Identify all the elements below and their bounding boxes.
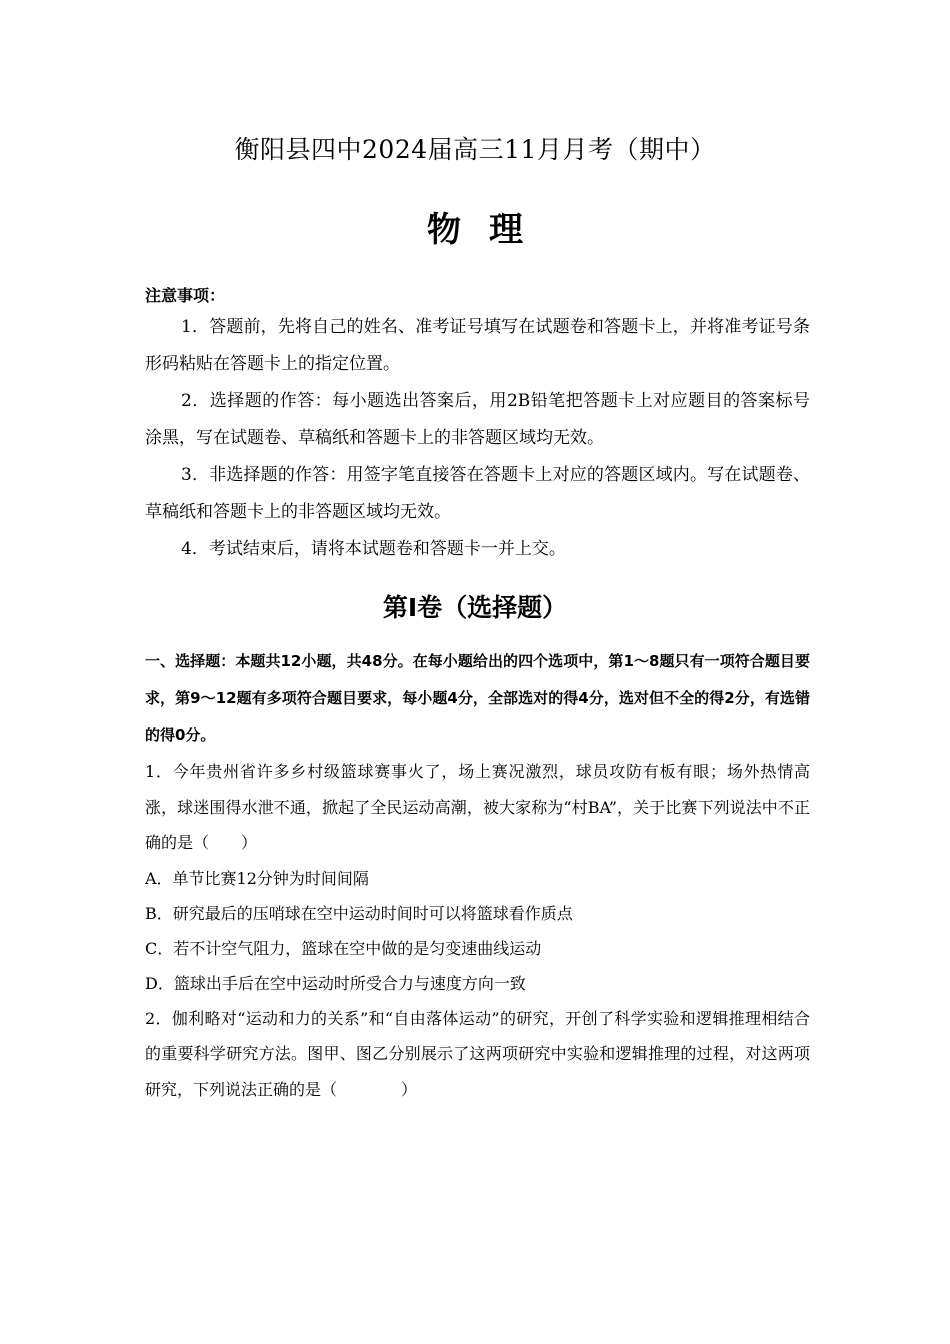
notice-item: 1．答题前，先将自己的姓名、准考证号填写在试题卷和答题卡上，并将准考证号条形码粘贴在答题卡上的指定位置。	[145, 317, 810, 374]
questions-block	[145, 643, 810, 1107]
option-b: B．研究最后的压哨球在空中运动时间时可以将篮球看作质点	[145, 903, 573, 923]
question-1	[145, 754, 810, 1001]
question-2	[145, 1001, 810, 1108]
question-stem: 1．今年贵州省许多乡村级篮球赛事火了，场上赛况激烈，球员攻防有板有眼；场外热情高涨，球迷围得水泄不通，掀起了全民运动高潮，被大家称为“村BA”，关于比赛下列说法中不正确的是（ ）	[145, 762, 810, 852]
question-stem: 2．伽利略对“运动和力的关系”和“自由落体运动”的研究，开创了科学实验和逻辑推理相结合的重要科学研究方法。图甲、图乙分别展示了这两项研究中实验和逻辑推理的过程，对这两项研究，下列说法正确的是（ ）	[145, 1008, 810, 1099]
option-d: D．篮球出手后在空中运动时所受合力与速度方向一致	[145, 973, 526, 993]
notice-item: 4．考试结束后，请将本试题卷和答题卡一并上交。	[181, 539, 566, 559]
notice-item: 2．选择题的作答：每小题选出答案后，用2B铅笔把答题卡上对应题目的答案标号涂黑，写在试题卷、草稿纸和答题卡上的非答题区域均无效。	[145, 391, 810, 448]
subject-title: 物理	[427, 210, 551, 250]
section-title: 第Ⅰ卷（选择题）	[382, 593, 568, 622]
notice-item: 3．非选择题的作答：用签字笔直接答在答题卡上对应的答题区域内。写在试题卷、草稿纸和答题卡上的非答题区域均无效。	[145, 465, 810, 522]
option-a: A．单节比赛12分钟为时间间隔	[145, 868, 369, 888]
notice-heading: 注意事项：	[145, 286, 226, 305]
notice-section	[145, 283, 810, 568]
option-c: C．若不计空气阻力，篮球在空中做的是匀变速曲线运动	[145, 938, 542, 958]
section-instructions: 一、选择题：本题共12小题，共48分。在每小题给出的四个选项中，第1～8题只有一项符合题目要求，第9～12题有多项符合题目要求，每小题4分，全部选对的得4分，选对但不全的得2分，有选错的得0分。	[145, 652, 810, 744]
exam-title: 衡阳县四中2024届高三11月月考（期中）	[234, 135, 716, 164]
